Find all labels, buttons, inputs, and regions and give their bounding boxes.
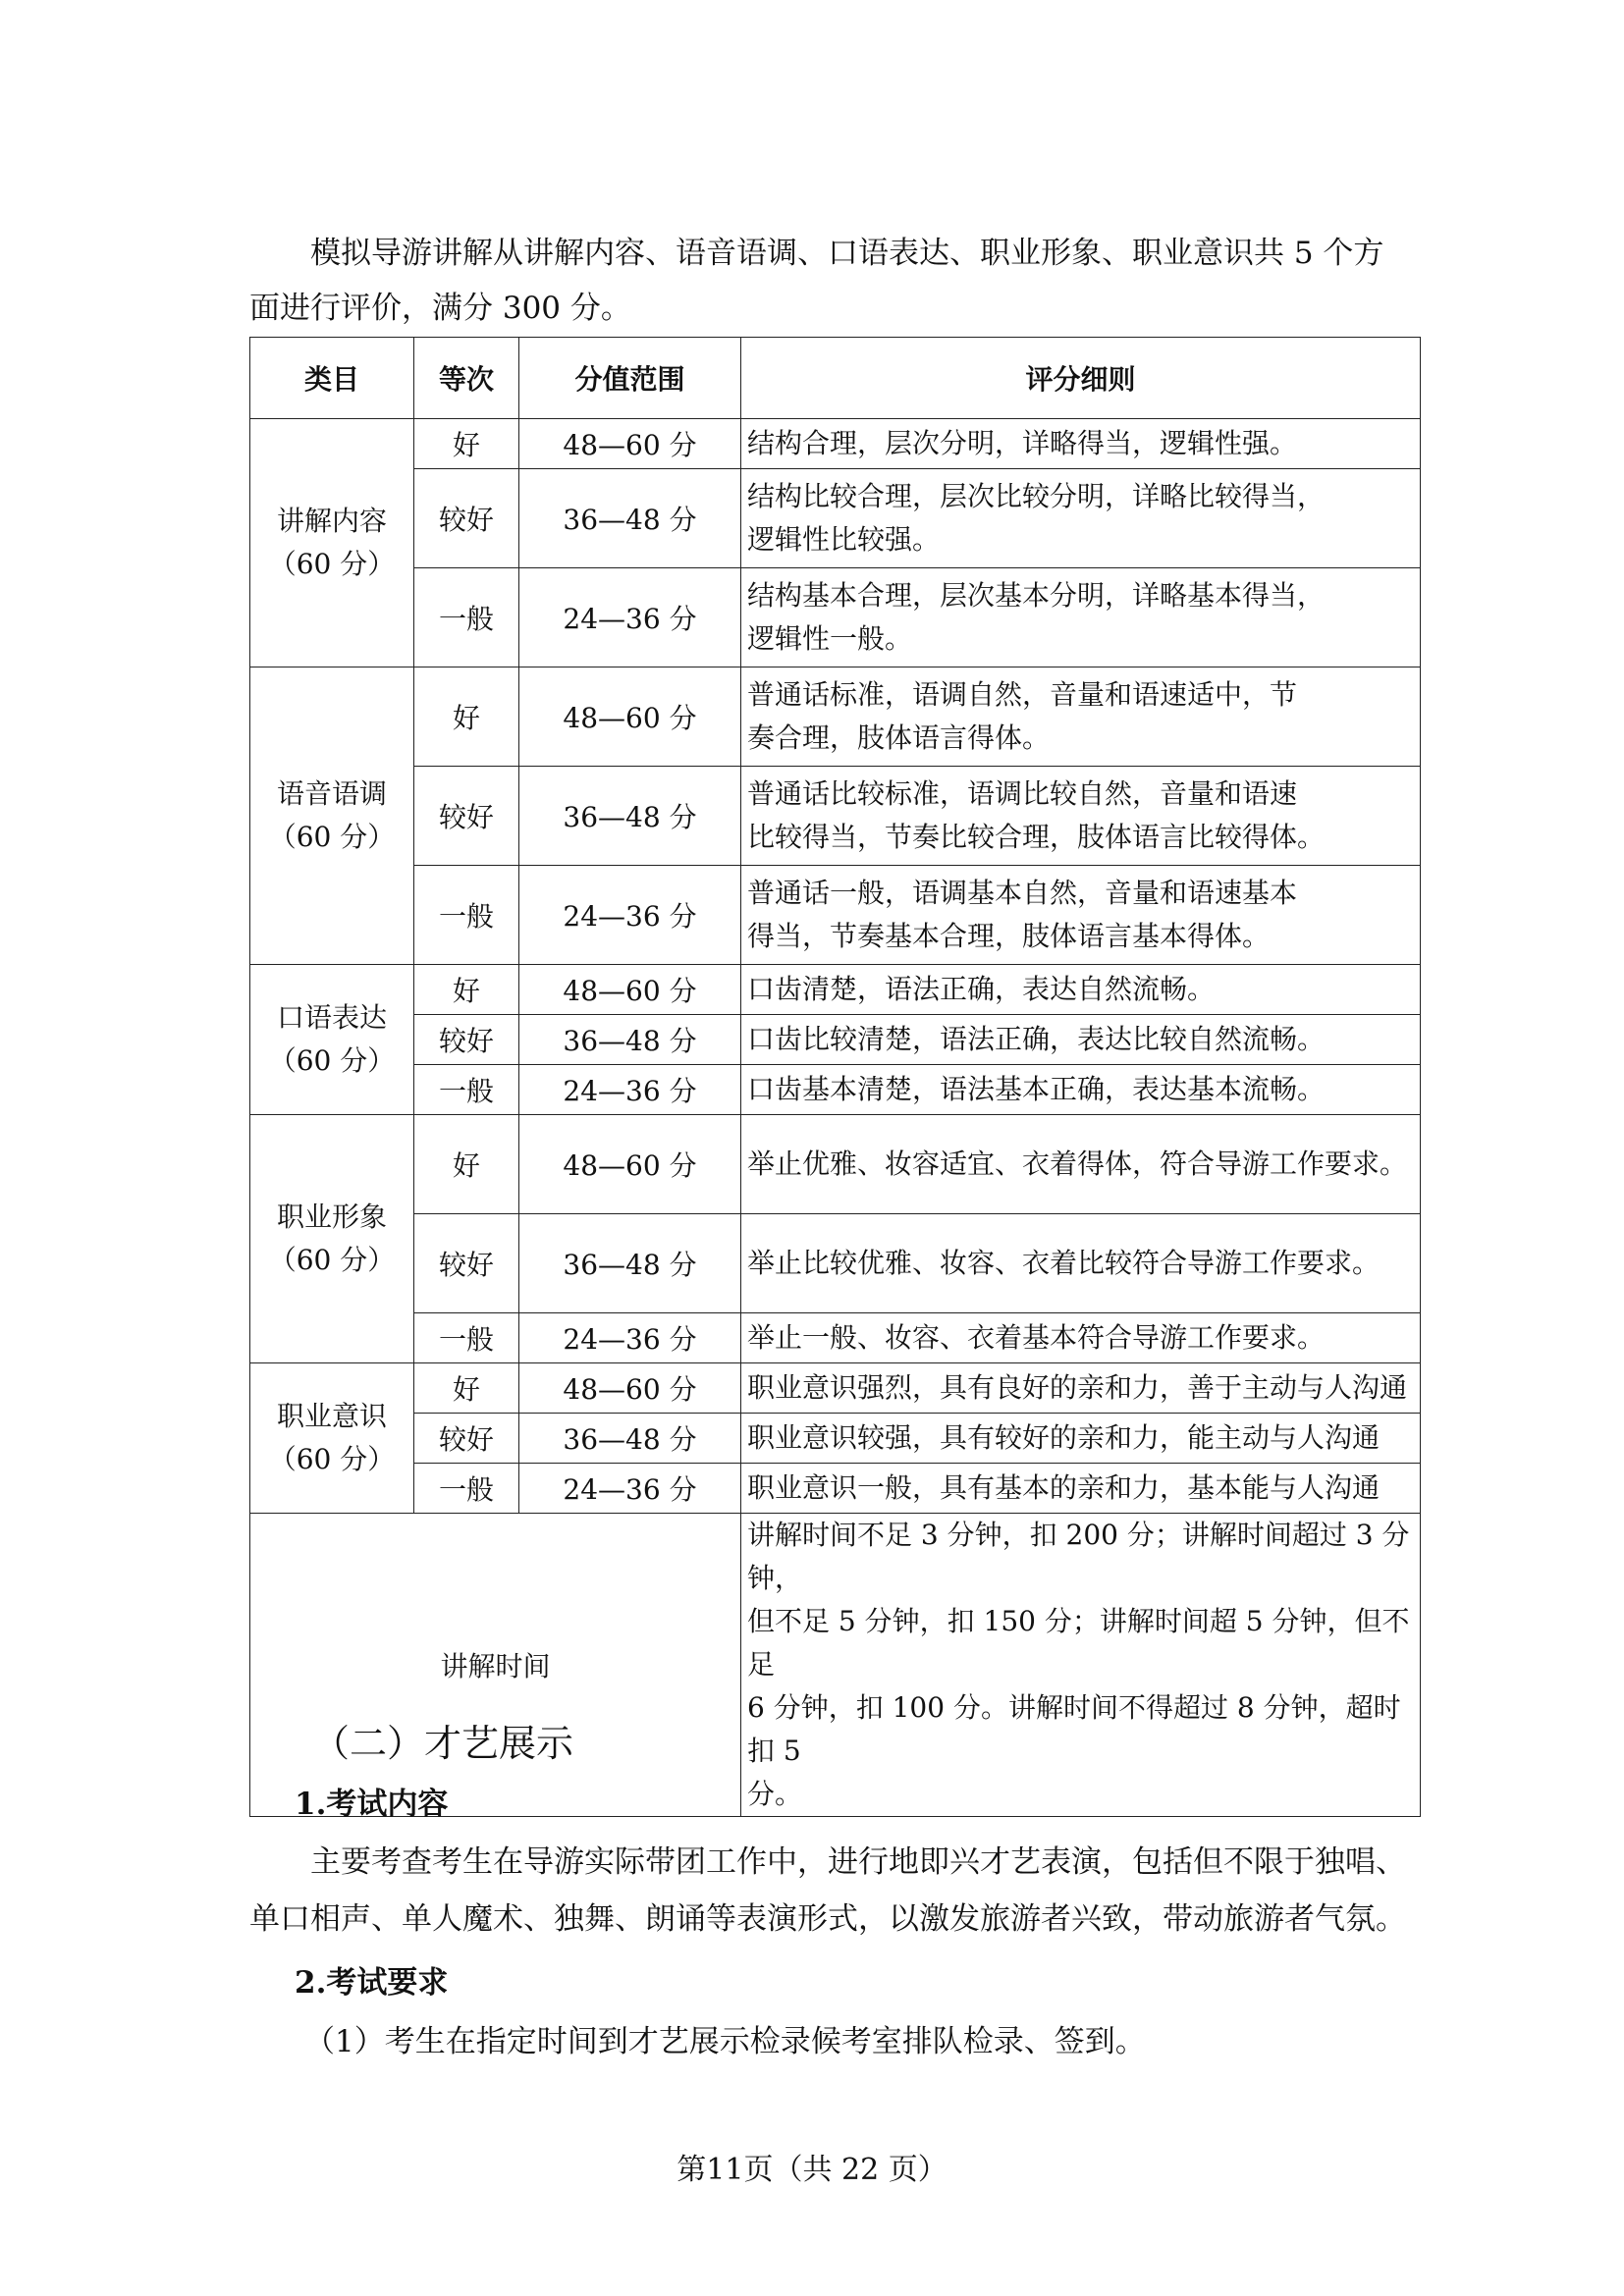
time-criteria-line: 讲解时间不足 3 分钟，扣 200 分；讲解时间超过 3 分钟， xyxy=(747,1519,1410,1594)
table-row xyxy=(250,1015,1421,1065)
intro-line-1: 模拟导游讲解从讲解内容、语音语调、口语表达、职业形象、职业意识共 5 个方 xyxy=(310,236,1384,271)
table-row xyxy=(250,1464,1421,1514)
exam-content-line-1: 主要考查考生在导游实际带团工作中，进行地即兴才艺表演，包括但不限于独唱、 xyxy=(310,1844,1406,1880)
score-table xyxy=(249,337,1421,1817)
header-criteria: 评分细则 xyxy=(741,338,1421,419)
level-cell: 好 xyxy=(414,965,519,1015)
criteria-cell xyxy=(741,419,1421,469)
level-cell: 较好 xyxy=(414,469,519,568)
table-row xyxy=(250,667,1421,767)
subheading-exam-content: 1.考试内容 xyxy=(295,1787,449,1822)
range-cell: 24—36 分 xyxy=(519,568,741,667)
table-row xyxy=(250,419,1421,469)
range-cell: 36—48 分 xyxy=(519,1414,741,1464)
criteria-line: 普通话一般，语调基本自然，音量和语速基本 xyxy=(747,877,1298,909)
criteria-line: 逻辑性比较强。 xyxy=(747,523,941,556)
criteria-cell xyxy=(741,1414,1421,1464)
table-row xyxy=(250,1214,1421,1313)
time-criteria-cell xyxy=(741,1514,1421,1817)
requirement-item-1: （1）考生在指定时间到才艺展示检录候考室排队检录、签到。 xyxy=(304,2024,1146,2059)
level-cell: 好 xyxy=(414,1115,519,1214)
range-cell: 48—60 分 xyxy=(519,965,741,1015)
range-cell: 36—48 分 xyxy=(519,767,741,866)
criteria-cell xyxy=(741,1214,1421,1313)
range-cell: 36—48 分 xyxy=(519,469,741,568)
table-row xyxy=(250,1065,1421,1115)
criteria-line: 口齿清楚，语法正确，表达自然流畅。 xyxy=(747,973,1216,1005)
criteria-line: 举止一般、妆容、衣着基本符合导游工作要求。 xyxy=(747,1321,1326,1354)
table-row xyxy=(250,965,1421,1015)
range-cell: 48—60 分 xyxy=(519,1363,741,1414)
criteria-line: 结构比较合理，层次比较分明，详略比较得当， xyxy=(747,480,1326,512)
criteria-line: 结构基本合理，层次基本分明，详略基本得当， xyxy=(747,579,1326,612)
criteria-cell xyxy=(741,767,1421,866)
criteria-line: 举止优雅、妆容适宜、衣着得体，符合导游工作要求。 xyxy=(747,1148,1408,1180)
criteria-line: 职业意识一般，具有基本的亲和力，基本能与人沟通 xyxy=(747,1471,1380,1504)
table-row xyxy=(250,1363,1421,1414)
criteria-cell xyxy=(741,1015,1421,1065)
table-row xyxy=(250,1414,1421,1464)
category-name: 语音语调 xyxy=(276,777,387,810)
criteria-cell xyxy=(741,866,1421,965)
range-cell: 36—48 分 xyxy=(519,1214,741,1313)
range-cell: 48—60 分 xyxy=(519,1115,741,1214)
range-cell: 48—60 分 xyxy=(519,419,741,469)
category-name: 口语表达 xyxy=(276,1001,387,1034)
level-cell: 一般 xyxy=(414,866,519,965)
category-name: 讲解内容 xyxy=(276,505,387,537)
criteria-line: 结构合理，层次分明，详略得当，逻辑性强。 xyxy=(747,427,1298,459)
level-cell: 一般 xyxy=(414,1464,519,1514)
time-criteria-line: 但不足 5 分钟，扣 150 分；讲解时间超 5 分钟，但不足 xyxy=(747,1605,1410,1681)
criteria-line: 举止比较优雅、妆容、衣着比较符合导游工作要求。 xyxy=(747,1247,1380,1279)
category-cell xyxy=(250,1115,414,1363)
range-cell: 48—60 分 xyxy=(519,667,741,767)
criteria-cell xyxy=(741,1363,1421,1414)
range-cell: 24—36 分 xyxy=(519,866,741,965)
criteria-line: 口齿比较清楚，语法正确，表达比较自然流畅。 xyxy=(747,1023,1326,1055)
criteria-line: 职业意识较强，具有较好的亲和力，能主动与人沟通 xyxy=(747,1421,1380,1454)
time-row xyxy=(250,1514,1421,1817)
category-cell xyxy=(250,965,414,1115)
category-cell xyxy=(250,419,414,667)
category-score: （60 分） xyxy=(268,1244,396,1276)
level-cell: 较好 xyxy=(414,767,519,866)
criteria-cell xyxy=(741,965,1421,1015)
criteria-line: 得当，节奏基本合理，肢体语言基本得体。 xyxy=(747,920,1271,952)
subheading-exam-requirements: 2.考试要求 xyxy=(295,1965,449,2001)
criteria-line: 普通话标准，语调自然，音量和语速适中，节 xyxy=(747,678,1298,711)
section-title: （二）才艺展示 xyxy=(312,1722,574,1765)
table-row xyxy=(250,1115,1421,1214)
criteria-line: 奏合理，肢体语言得体。 xyxy=(747,721,1051,754)
criteria-line: 普通话比较标准，语调比较自然，音量和语速 xyxy=(747,777,1298,810)
table-row xyxy=(250,866,1421,965)
level-cell: 一般 xyxy=(414,1313,519,1363)
category-score: （60 分） xyxy=(268,1443,396,1475)
table-row xyxy=(250,1313,1421,1363)
table-row xyxy=(250,469,1421,568)
category-score: （60 分） xyxy=(268,1044,396,1077)
time-criteria-line: 6 分钟，扣 100 分。讲解时间不得超过 8 分钟，超时扣 5 xyxy=(747,1691,1401,1767)
range-cell: 36—48 分 xyxy=(519,1015,741,1065)
category-score: （60 分） xyxy=(268,821,396,853)
level-cell: 好 xyxy=(414,1363,519,1414)
category-name: 职业意识 xyxy=(276,1400,387,1432)
criteria-cell xyxy=(741,667,1421,767)
table-row xyxy=(250,767,1421,866)
criteria-cell xyxy=(741,469,1421,568)
header-range: 分值范围 xyxy=(519,338,741,419)
criteria-line: 口齿基本清楚，语法基本正确，表达基本流畅。 xyxy=(747,1073,1326,1105)
exam-content-line-2: 单口相声、单人魔术、独舞、朗诵等表演形式，以激发旅游者兴致，带动旅游者气氛。 xyxy=(249,1901,1406,1937)
level-cell: 好 xyxy=(414,667,519,767)
range-cell: 24—36 分 xyxy=(519,1065,741,1115)
range-cell: 24—36 分 xyxy=(519,1313,741,1363)
page-number: 第11页（共 22 页） xyxy=(677,2153,947,2187)
header-category: 类目 xyxy=(250,338,414,419)
criteria-line: 比较得当，节奏比较合理，肢体语言比较得体。 xyxy=(747,821,1326,853)
intro-line-2: 面进行评价，满分 300 分。 xyxy=(249,291,631,326)
category-name: 职业形象 xyxy=(276,1201,387,1233)
criteria-cell xyxy=(741,568,1421,667)
criteria-cell xyxy=(741,1464,1421,1514)
criteria-cell xyxy=(741,1115,1421,1214)
criteria-cell xyxy=(741,1065,1421,1115)
range-cell: 24—36 分 xyxy=(519,1464,741,1514)
criteria-line: 逻辑性一般。 xyxy=(747,622,913,655)
level-cell: 一般 xyxy=(414,1065,519,1115)
time-label: 讲解时间 xyxy=(250,1514,741,1817)
criteria-line: 职业意识强烈，具有良好的亲和力，善于主动与人沟通 xyxy=(747,1371,1408,1404)
level-cell: 较好 xyxy=(414,1414,519,1464)
level-cell: 较好 xyxy=(414,1015,519,1065)
criteria-cell xyxy=(741,1313,1421,1363)
level-cell: 一般 xyxy=(414,568,519,667)
level-cell: 好 xyxy=(414,419,519,469)
table-row xyxy=(250,568,1421,667)
time-criteria-line: 分。 xyxy=(747,1778,803,1810)
category-cell xyxy=(250,667,414,965)
header-level: 等次 xyxy=(414,338,519,419)
table-header-row xyxy=(250,338,1421,419)
category-score: （60 分） xyxy=(268,548,396,580)
category-cell xyxy=(250,1363,414,1514)
level-cell: 较好 xyxy=(414,1214,519,1313)
